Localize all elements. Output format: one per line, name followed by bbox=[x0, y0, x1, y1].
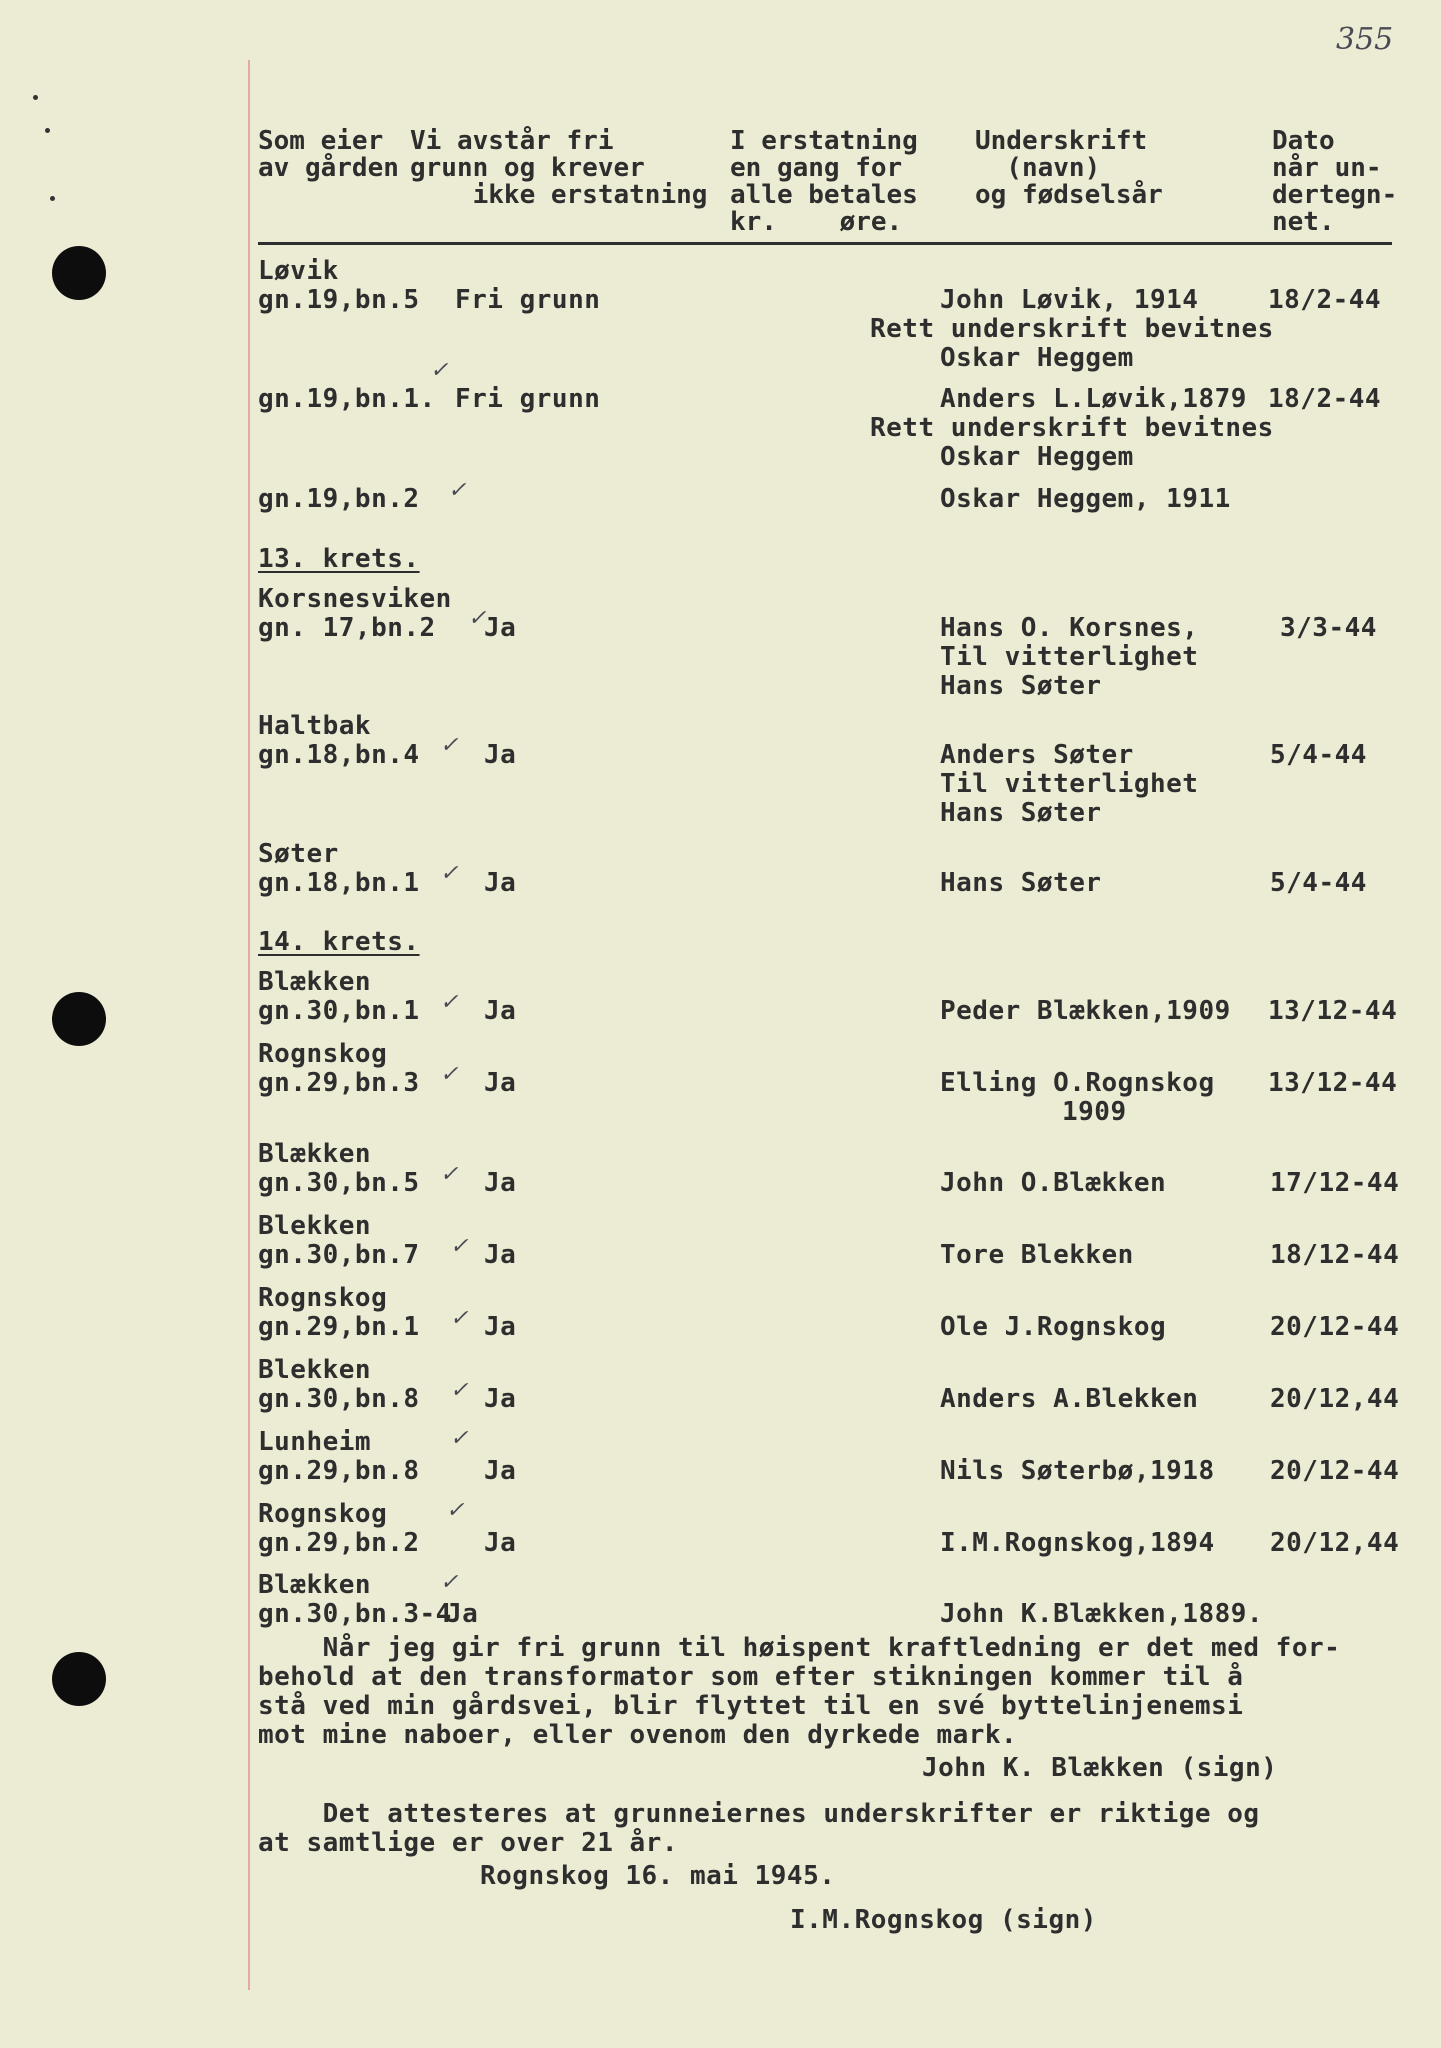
grant-value: Ja bbox=[484, 1384, 517, 1414]
farm-name: Rognskog bbox=[258, 1039, 388, 1069]
grant-value: Fri grunn bbox=[455, 285, 601, 315]
signer-name: Peder Blækken,1909 bbox=[940, 996, 1231, 1026]
grant-value: Ja bbox=[484, 1168, 517, 1198]
signer-name: Oskar Heggem, 1911 bbox=[940, 484, 1231, 514]
farm-number: gn.29,bn.8 bbox=[258, 1456, 420, 1486]
grant-value: Fri grunn bbox=[455, 384, 601, 414]
sign-date: 18/12-44 bbox=[1270, 1240, 1400, 1270]
farm-name: Korsnesviken bbox=[258, 584, 452, 614]
grant-value: Ja bbox=[484, 740, 517, 770]
check-mark: ✓ bbox=[450, 1234, 469, 1259]
grant-value: Ja bbox=[484, 1312, 517, 1342]
check-mark: ✓ bbox=[440, 733, 459, 758]
place-date: Rognskog 16. mai 1945. bbox=[480, 1861, 836, 1891]
sign-date: 20/12,44 bbox=[1270, 1528, 1400, 1558]
farm-name: Lunheim bbox=[258, 1427, 372, 1457]
punch-hole bbox=[52, 992, 106, 1046]
farm-number: gn.18,bn.4 bbox=[258, 740, 420, 770]
signer-name: Nils Søterbø,1918 bbox=[940, 1456, 1215, 1486]
witness-name: Hans Søter bbox=[940, 798, 1102, 828]
signer-birth-year: 1909 bbox=[1062, 1097, 1127, 1127]
speck bbox=[45, 128, 50, 133]
farm-number: gn.29,bn.2 bbox=[258, 1528, 420, 1558]
sign-date: 13/12-44 bbox=[1268, 1068, 1398, 1098]
sign-date: 20/12,44 bbox=[1270, 1384, 1400, 1414]
check-mark: ✓ bbox=[450, 1306, 469, 1331]
farm-number: gn.29,bn.3 bbox=[258, 1068, 420, 1098]
check-mark: ✓ bbox=[440, 1570, 459, 1595]
farm-number: gn.19,bn.1. bbox=[258, 384, 436, 414]
sign-date: 18/2-44 bbox=[1268, 384, 1382, 414]
header-compensation: I erstatning en gang for alle betales kr. øre. bbox=[730, 126, 918, 237]
attest-line: Det attesteres at grunneiernes underskrifter er riktige og bbox=[258, 1799, 1260, 1829]
farm-name: Blekken bbox=[258, 1211, 372, 1241]
farm-name: Blekken bbox=[258, 1355, 372, 1385]
note-line: stå ved min gårdsvei, blir flyttet til en své byttelinjenemsi bbox=[258, 1691, 1244, 1721]
signer-name: Elling O.Rognskog bbox=[940, 1068, 1215, 1098]
witness-note: Rett underskrift bevitnes bbox=[870, 314, 1274, 344]
grant-value: Ja bbox=[446, 1599, 479, 1629]
sign-date: 18/2-44 bbox=[1268, 285, 1382, 315]
farm-number: gn.30,bn.5 bbox=[258, 1168, 420, 1198]
check-mark: ✓ bbox=[440, 1162, 459, 1187]
farm-number: gn. 17,bn.2 bbox=[258, 613, 436, 643]
speck bbox=[50, 196, 55, 201]
grant-value: Ja bbox=[484, 996, 517, 1026]
note-line: behold at den transformator som efter stikningen kommer til å bbox=[258, 1662, 1244, 1692]
farm-name: Løvik bbox=[258, 256, 339, 286]
check-mark: ✓ bbox=[468, 606, 487, 631]
signer-name: Hans O. Korsnes, bbox=[940, 613, 1199, 643]
signer-name: I.M.Rognskog,1894 bbox=[940, 1528, 1215, 1558]
witness-name: Hans Søter bbox=[940, 671, 1102, 701]
sign-date: 17/12-44 bbox=[1270, 1168, 1400, 1198]
farm-number: gn.30,bn.3-4 bbox=[258, 1599, 452, 1629]
grant-value: Ja bbox=[484, 613, 517, 643]
check-mark: ✓ bbox=[448, 478, 467, 503]
signer-name: John O.Blækken bbox=[940, 1168, 1167, 1198]
final-signature: I.M.Rognskog (sign) bbox=[790, 1905, 1097, 1935]
header-grant: Vi avstår fri grunn og krever ikke erstatning bbox=[410, 126, 708, 210]
margin-line bbox=[248, 60, 250, 1990]
sign-date: 5/4-44 bbox=[1270, 868, 1367, 898]
punch-hole bbox=[52, 1652, 106, 1706]
farm-number: gn.30,bn.8 bbox=[258, 1384, 420, 1414]
header-signature: Underskrift (navn) og fødselsår bbox=[975, 126, 1163, 210]
signer-name: Hans Søter bbox=[940, 868, 1102, 898]
farm-name: Rognskog bbox=[258, 1283, 388, 1313]
sign-date: 13/12-44 bbox=[1268, 996, 1398, 1026]
section-heading: 14. krets. bbox=[258, 927, 420, 957]
attest-line: at samtlige er over 21 år. bbox=[258, 1828, 678, 1858]
grant-value: Ja bbox=[484, 1528, 517, 1558]
note-line: Når jeg gir fri grunn til høispent kraftledning er det med for- bbox=[258, 1633, 1341, 1663]
signer-name: Anders A.Blekken bbox=[940, 1384, 1199, 1414]
note-signature: John K. Blækken (sign) bbox=[922, 1753, 1278, 1783]
speck bbox=[33, 95, 38, 100]
header-rule bbox=[258, 242, 1392, 245]
farm-number: gn.19,bn.5 bbox=[258, 285, 420, 315]
farm-number: gn.19,bn.2 bbox=[258, 484, 420, 514]
check-mark: ✓ bbox=[440, 1062, 459, 1087]
header-date: Dato når un- dertegn- net. bbox=[1272, 126, 1398, 237]
check-mark: ✓ bbox=[450, 1426, 469, 1451]
check-mark: ✓ bbox=[450, 1378, 469, 1403]
check-mark: ✓ bbox=[440, 990, 459, 1015]
grant-value: Ja bbox=[484, 1456, 517, 1486]
signer-name: Ole J.Rognskog bbox=[940, 1312, 1167, 1342]
note-line: mot mine naboer, eller ovenom den dyrkede mark. bbox=[258, 1720, 1018, 1750]
farm-number: gn.30,bn.7 bbox=[258, 1240, 420, 1270]
grant-value: Ja bbox=[484, 1240, 517, 1270]
sign-date: 20/12-44 bbox=[1270, 1456, 1400, 1486]
witness-name: Oskar Heggem bbox=[940, 442, 1134, 472]
signer-name: Anders L.Løvik,1879 bbox=[940, 384, 1247, 414]
farm-name: Blækken bbox=[258, 1139, 372, 1169]
farm-name: Blækken bbox=[258, 1570, 372, 1600]
grant-value: Ja bbox=[484, 868, 517, 898]
witness-note: Til vitterlighet bbox=[940, 769, 1199, 799]
signer-name: John K.Blækken,1889. bbox=[940, 1599, 1264, 1629]
check-mark: ✓ bbox=[440, 861, 459, 886]
sign-date: 20/12-44 bbox=[1270, 1312, 1400, 1342]
check-mark: ✓ bbox=[446, 1498, 465, 1523]
farm-name: Blækken bbox=[258, 967, 372, 997]
header-owner: Som eier av gården bbox=[258, 126, 399, 183]
sign-date: 5/4-44 bbox=[1270, 740, 1367, 770]
page-number: 355 bbox=[1336, 22, 1394, 57]
farm-number: gn.18,bn.1 bbox=[258, 868, 420, 898]
section-heading: 13. krets. bbox=[258, 544, 420, 574]
farm-name: Rognskog bbox=[258, 1499, 388, 1529]
signer-name: Anders Søter bbox=[940, 740, 1134, 770]
farm-number: gn.29,bn.1 bbox=[258, 1312, 420, 1342]
farm-name: Haltbak bbox=[258, 711, 372, 741]
punch-hole bbox=[52, 246, 106, 300]
witness-note: Rett underskrift bevitnes bbox=[870, 413, 1274, 443]
sign-date: 3/3-44 bbox=[1280, 613, 1377, 643]
witness-name: Oskar Heggem bbox=[940, 343, 1134, 373]
farm-name: Søter bbox=[258, 839, 339, 869]
signer-name: Tore Blekken bbox=[940, 1240, 1134, 1270]
check-mark: ✓ bbox=[430, 358, 449, 383]
signer-name: John Løvik, 1914 bbox=[940, 285, 1199, 315]
grant-value: Ja bbox=[484, 1068, 517, 1098]
farm-number: gn.30,bn.1 bbox=[258, 996, 420, 1026]
witness-note: Til vitterlighet bbox=[940, 642, 1199, 672]
